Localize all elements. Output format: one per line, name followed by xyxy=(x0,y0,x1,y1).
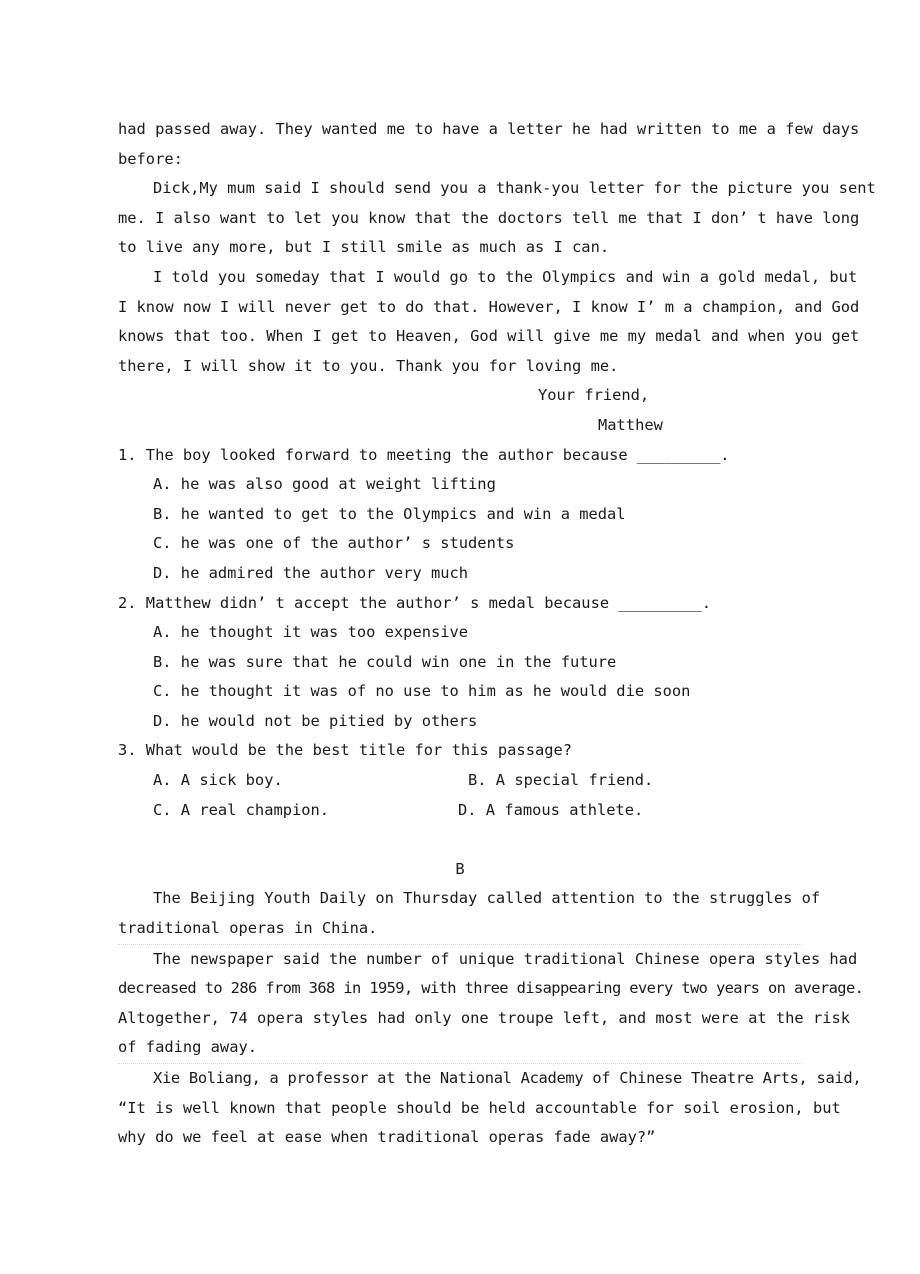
question-stem: 2. Matthew didn’ t accept the author’ s medal because _________. xyxy=(118,593,712,612)
question-option: C. he was one of the author’ s students xyxy=(153,534,515,553)
question-option: B. he wanted to get to the Olympics and win a medal xyxy=(153,504,626,523)
question-option: A. A sick boy. xyxy=(153,771,283,790)
article-line: The newspaper said the number of unique traditional Chinese opera styles had xyxy=(153,949,858,968)
section-heading: B xyxy=(455,859,465,878)
question-option-row xyxy=(118,766,802,796)
question-stem: 3. What would be the best title for this passage? xyxy=(118,741,573,760)
question-option: B. A special friend. xyxy=(468,771,654,790)
letter-paragraph-line: knows that too. When I get to Heaven, God will give me my medal and when you get xyxy=(118,327,860,346)
letter-paragraph-line: I know now I will never get to do that. However, I know I’ m a champion, and God xyxy=(118,297,860,316)
letter-paragraph-line: there, I will show it to you. Thank you for loving me. xyxy=(118,356,619,375)
question-option: C. A real champion. xyxy=(153,800,330,819)
question-option-row xyxy=(118,796,802,826)
document-page xyxy=(118,115,876,1153)
question-option: D. he admired the author very much xyxy=(153,563,469,582)
article-line: Altogether, 74 opera styles had only one troupe left, and most were at the risk xyxy=(118,1008,851,1027)
letter-paragraph-line: Dick,My mum said I should send you a thank-you letter for the picture you sent xyxy=(153,179,876,198)
spacer xyxy=(118,825,802,855)
question-option: A. he thought it was too expensive xyxy=(153,623,469,642)
letter-line: had passed away. They wanted me to have a letter he had written to me a few days xyxy=(118,120,860,138)
letter-paragraph-line: I told you someday that I would go to the Olympics and win a gold medal, but xyxy=(153,267,858,286)
article-line: traditional operas in China. xyxy=(118,914,802,945)
question-option: D. A famous athlete. xyxy=(458,800,644,819)
letter-closing: Your friend, xyxy=(538,386,650,405)
article-line: decreased to 286 from 368 in 1959, with three disappearing every two years on average. xyxy=(118,979,864,998)
letter-paragraph-line: to live any more, but I still smile as much as I can. xyxy=(118,238,610,257)
article-line: why do we feel at ease when traditional operas fade away?” xyxy=(118,1128,656,1147)
letter-paragraph-line: me. I also want to let you know that the doctors tell me that I don’ t have long xyxy=(118,208,860,227)
article-line: Xie Boliang, a professor at the National Academy of Chinese Theatre Arts, said, xyxy=(153,1069,862,1087)
article-line: of fading away. xyxy=(118,1033,802,1064)
question-stem: 1. The boy looked forward to meeting the author because _________. xyxy=(118,445,730,464)
question-option: A. he was also good at weight lifting xyxy=(153,475,496,494)
article-line: “It is well known that people should be held accountable for soil erosion, but xyxy=(118,1098,841,1117)
article-line: The Beijing Youth Daily on Thursday called attention to the struggles of xyxy=(153,889,821,908)
question-option: B. he was sure that he could win one in the future xyxy=(153,652,617,671)
letter-signature: Matthew xyxy=(598,415,663,434)
question-option: D. he would not be pitied by others xyxy=(153,711,478,730)
letter-line: before: xyxy=(118,149,183,168)
question-option: C. he thought it was of no use to him as he would die soon xyxy=(153,682,691,701)
